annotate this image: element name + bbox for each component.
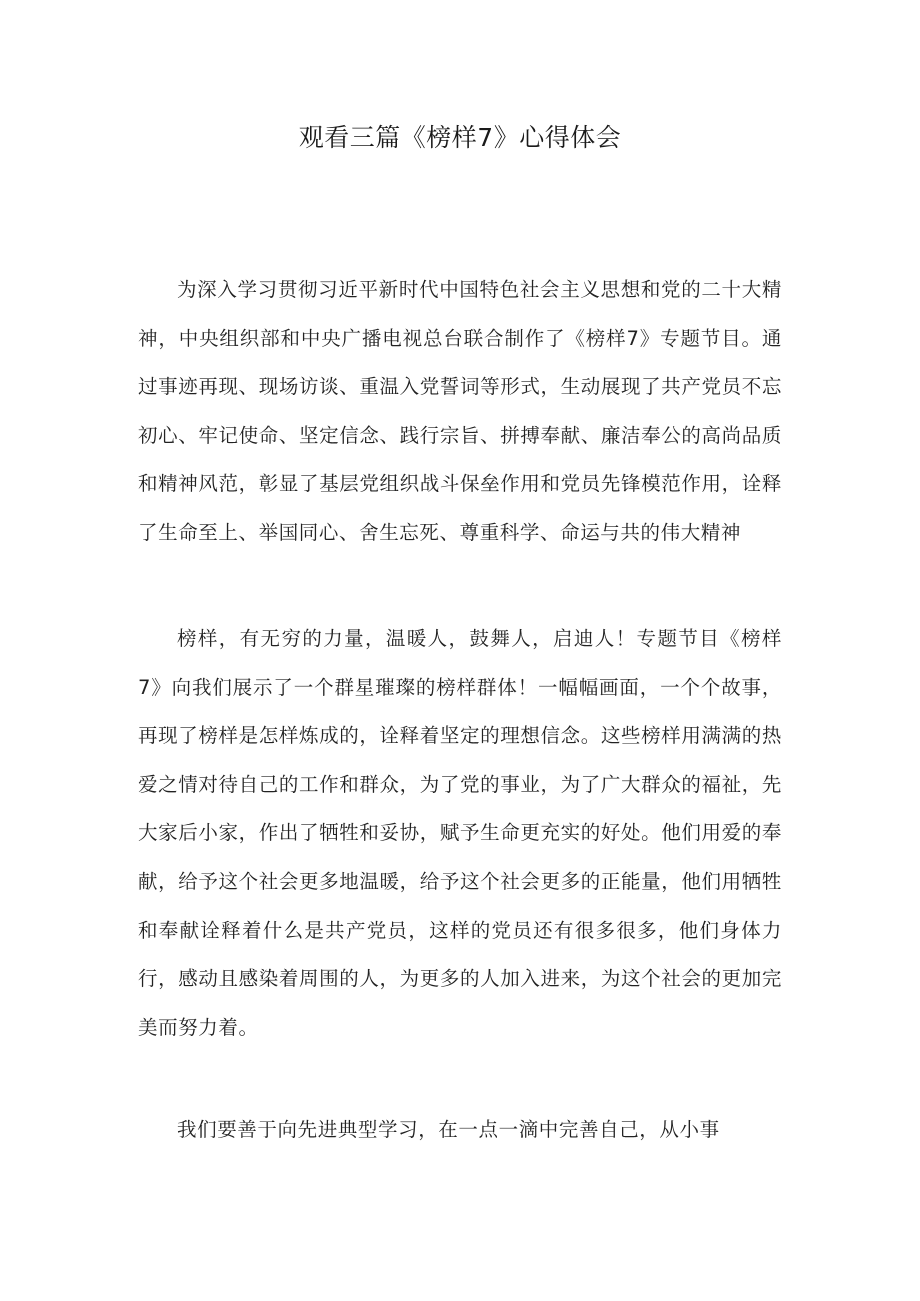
- document-title: 观看三篇《榜样7》心得体会: [298, 123, 622, 152]
- paragraph-1: 为深入学习贯彻习近平新时代中国特色社会主义思想和党的二十大精神，中央组织部和中央广播电视总台联合制作了《榜样7》专题节目。通过事迹再现、现场访谈、重温入党誓词等形式，生动展现了共产党员不忘初心、牢记使命、坚定信念、践行宗旨、拼搏奉献、廉洁奉公的高尚品质和精神风范，彰显了基层党组织战斗保垒作用和党员先锋模范作用，诠释了生命至上、举国同心、舍生忘死、尊重科学、命运与共的伟大精神: [138, 278, 782, 544]
- paragraph-3: 我们要善于向先进典型学习，在一点一滴中完善自己，从小事: [177, 1118, 720, 1141]
- paragraph-2: 榜样，有无穷的力量，温暖人，鼓舞人，启迪人！专题节目《榜样7》向我们展示了一个群星璀璨的榜样群体！一幅幅画面，一个个故事，再现了榜样是怎样炼成的，诠释着坚定的理想信念。这些榜样用满满的热爱之情对待自己的工作和群众，为了党的事业，为了广大群众的福祉，先大家后小家，作出了牺牲和妥协，赋予生命更充实的好处。他们用爱的奉献，给予这个社会更多地温暖，给予这个社会更多的正能量，他们用牺牲和奉献诠释着什么是共产党员，这样的党员还有很多很多，他们身体力行，感动且感染着周围的人，为更多的人加入进来，为这个社会的更加完美而努力着。: [138, 627, 782, 1039]
